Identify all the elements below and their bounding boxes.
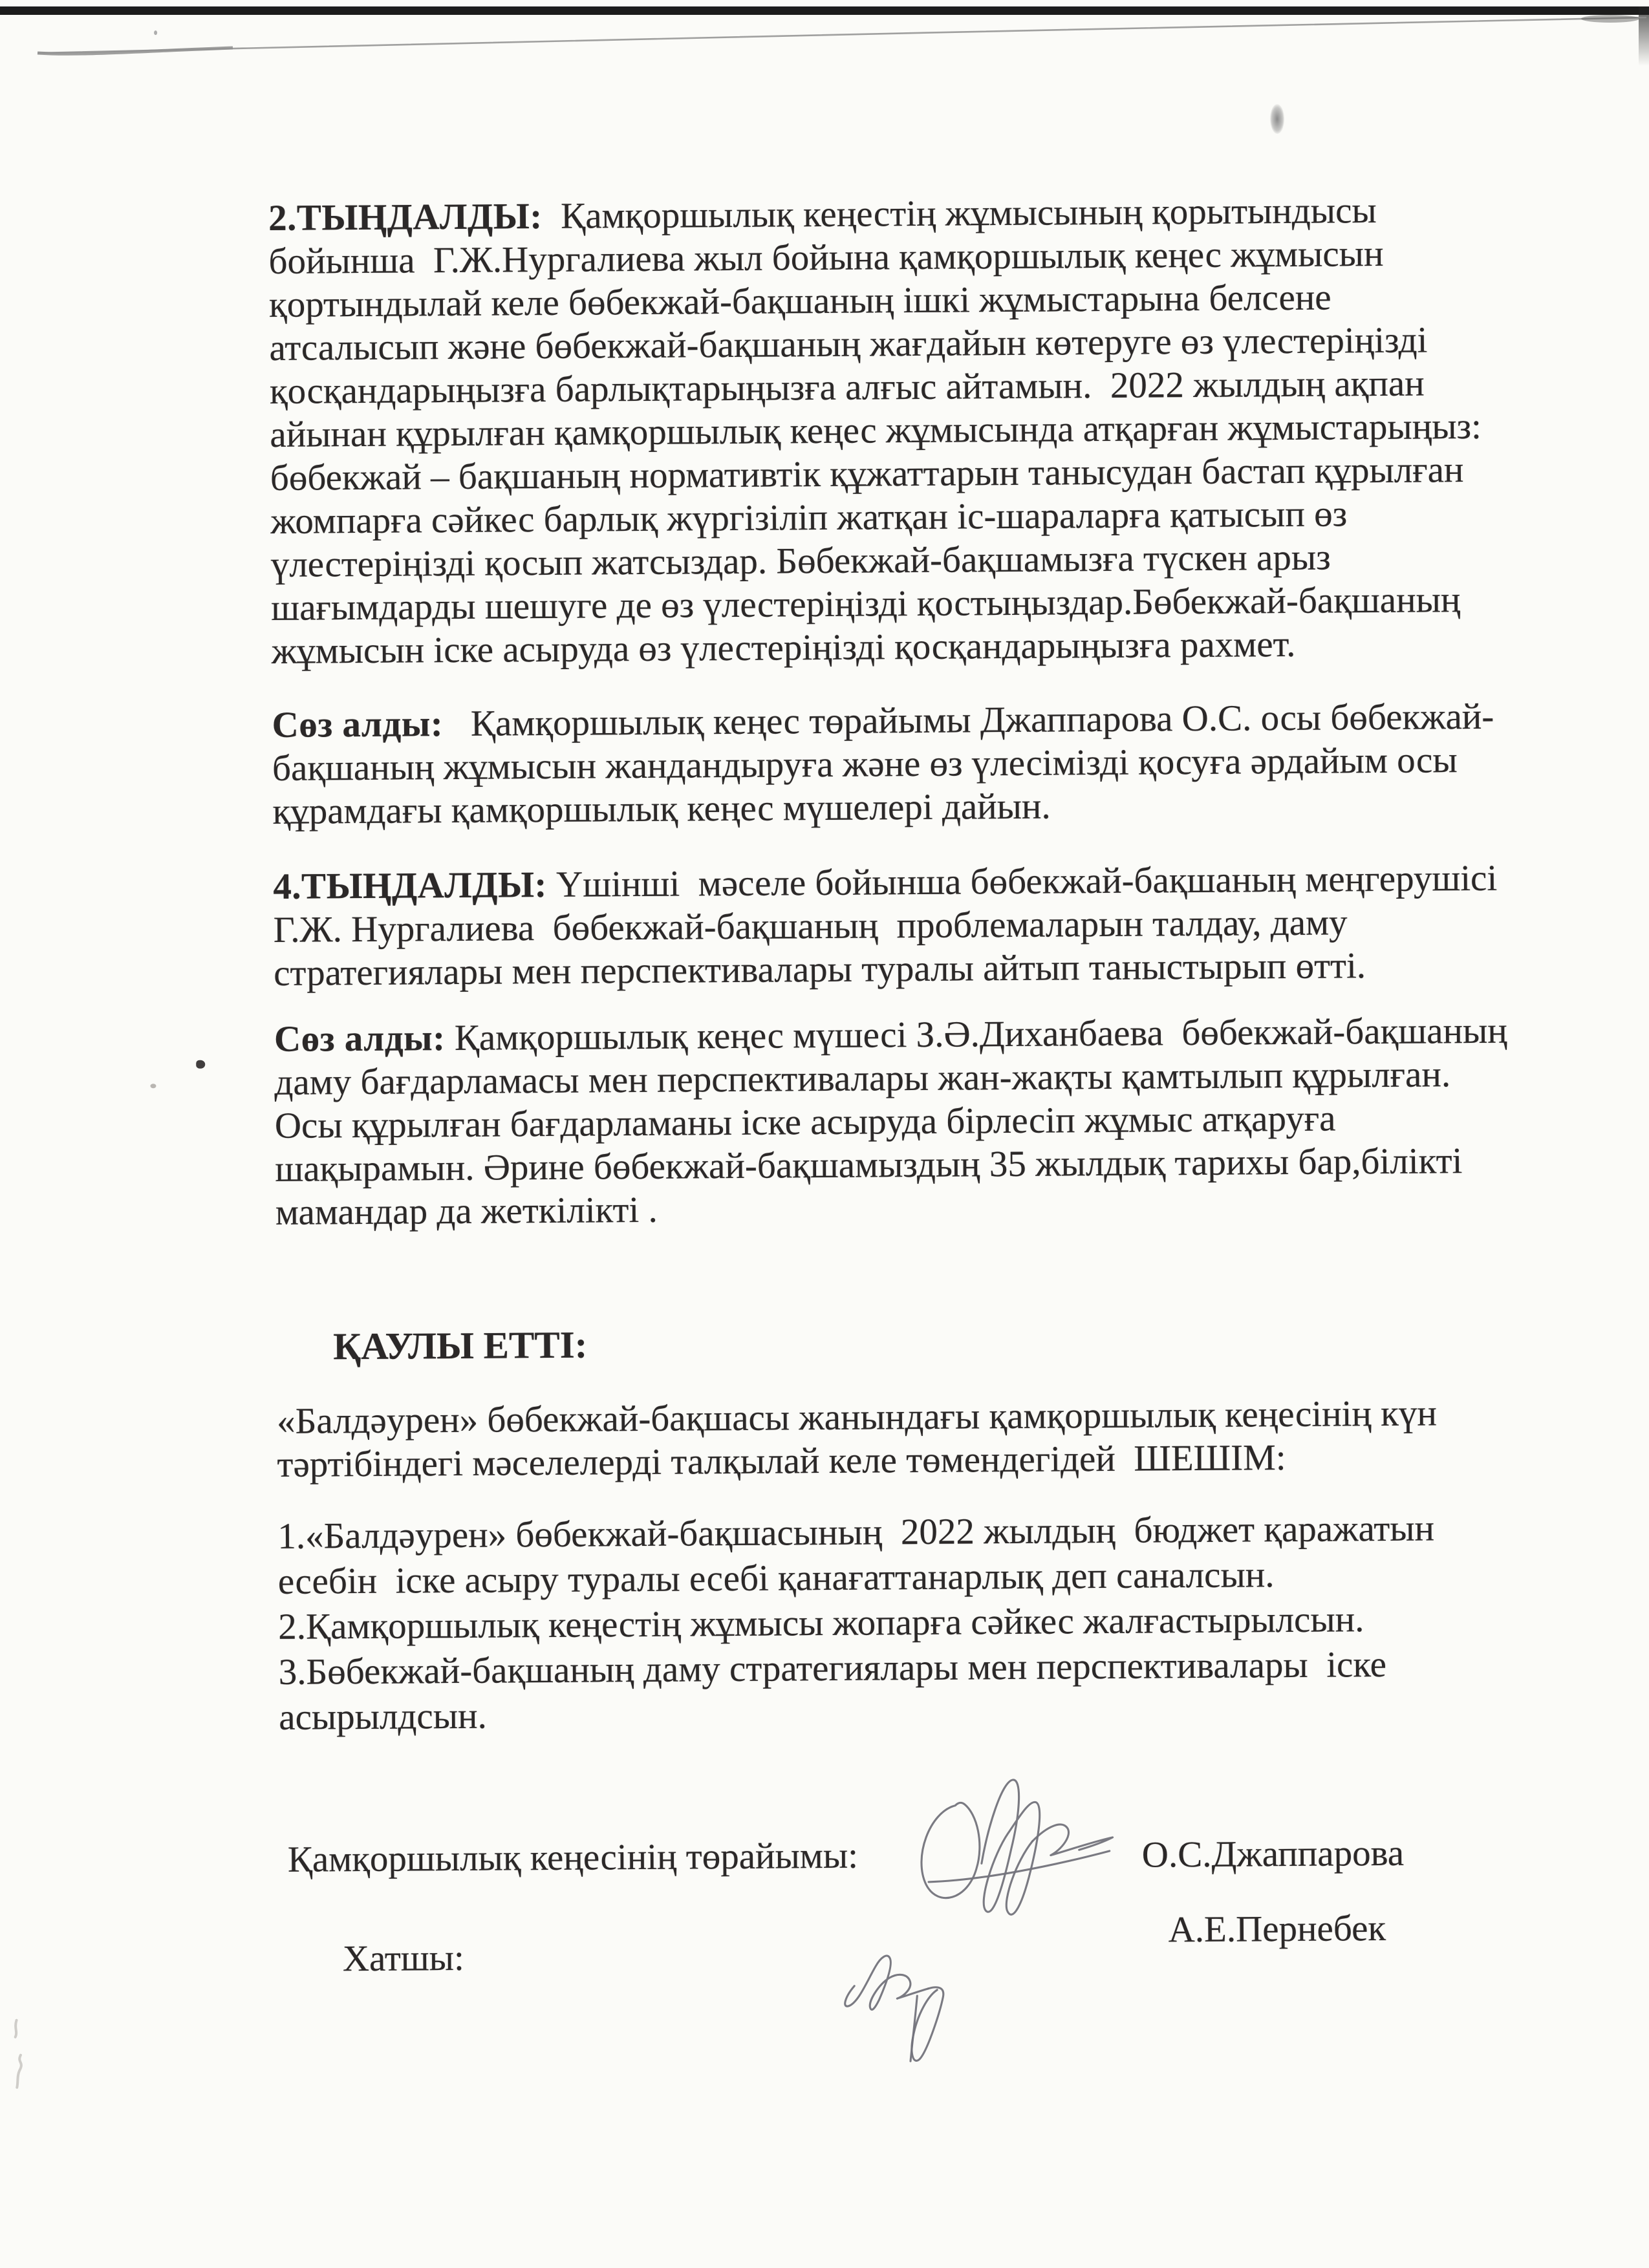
text-line-rest: Қамқоршылық кеңес төрайымы Джаппарова О.С. осы бөбекжай- (442, 696, 1494, 745)
text-line: бөбекжай – бақшаның нормативтік құжаттарын танысудан бастап құрылған (270, 449, 1464, 498)
list-item-line: 1.«Балдәурен» бөбекжай-бақшасының 2022 жылдың бюджет қаражатын (277, 1508, 1435, 1557)
ink-speck (150, 1084, 156, 1088)
text-line: Осы құрылған бағдарламаны іске асыруда бірлесіп жұмыс атқаруға (274, 1098, 1336, 1146)
secretary-name: А.Е.Пернебек (1168, 1907, 1386, 1951)
paragraph-soz-aldy-2 (274, 1009, 1562, 1234)
text-line: жұмысын іске асыруда өз үлестеріңізді қосқандарыңызға рахмет. (271, 623, 1296, 672)
text-line: шақырамын. Әрине бөбекжай-бақшамыздың 35 жылдық тарихы бар,білікті (275, 1140, 1463, 1190)
text-line: шағымдарды шешуге де өз үлестеріңізді қостыңыздар.Бөбекжай-бақшаның (271, 579, 1461, 628)
text-line: қосқандарыңызға барлықтарыңызға алғыс айтамын. 2022 жылдың ақпан (269, 363, 1425, 412)
list-item-line: 2.Қамқоршылық кеңестің жұмысы жопарға сәйкес жалғастырылсын. (278, 1599, 1364, 1647)
paragraph-2-tyndaldy (268, 187, 1558, 673)
pencil-mark (7, 2015, 47, 2099)
list-item-line: 3.Бөбекжай-бақшаның даму стратегиялары мен перспективалары іске (278, 1643, 1387, 1693)
text-line: стратегиялары мен перспективалары туралы айтып таныстырып өтті. (274, 945, 1366, 994)
chair-signature (905, 1771, 1129, 1939)
text-line: тәртібіндегі мәселелерді талқылай келе төмендегідей ШЕШІМ: (277, 1437, 1286, 1485)
paragraph-soz-aldy-1 (272, 694, 1559, 833)
decision-preamble (277, 1391, 1564, 1486)
chair-label: Қамқоршылық кеңесінің төрайымы: (287, 1835, 859, 1880)
ink-speck (154, 30, 157, 35)
list-item-line: есебін іске асыру туралы есебі қанағаттанарлық деп саналсын. (277, 1554, 1275, 1602)
ink-speck (196, 1060, 205, 1069)
text-line: құрамдағы қамқоршылық кеңес мүшелері дайын. (272, 786, 1051, 832)
text-line: бақшаның жұмысын жандандыруға және өз үлесімізді қосуға әрдайым осы (272, 740, 1458, 789)
text-line-rest: Қамқоршылық кеңестің жұмысының қорытындысы (542, 190, 1377, 237)
paragraph-lead-bold: 4.ТЫҢДАЛДЫ: (273, 864, 548, 907)
list-item-line: асырылдсын. (279, 1695, 487, 1738)
ink-smudge (1270, 104, 1284, 134)
secretary-label: Хатшы: (342, 1937, 465, 1980)
text-line-rest: Үшінші мәселе бойынша бөбекжай-бақшаның меңгерушісі (546, 857, 1498, 905)
paragraph-lead-bold: 2.ТЫҢДАЛДЫ: (268, 196, 543, 239)
text-line: қортындылай келе бөбекжай-бақшаның ішкі жұмыстарына белсене (268, 277, 1331, 325)
text-line: даму бағдарламасы мен перспективалары жан-жақты қамтылып құрылған. (274, 1054, 1451, 1103)
text-line: Г.Ж. Нургалиева бөбекжай-бақшаның проблемаларын талдау, даму (273, 902, 1348, 950)
text-line-rest: Қамқоршылық кеңес мүшесі З.Ә.Диханбаева бөбекжай-бақшаның (445, 1010, 1507, 1059)
text-line: бойынша Г.Ж.Нургалиева жыл бойына қамқоршылық кеңес жұмысын (268, 233, 1384, 282)
text-line: «Балдәурен» бөбекжай-бақшасы жанындағы қамқоршылық кеңесінің күн (276, 1393, 1438, 1442)
secretary-signature (839, 1928, 1002, 2078)
text-line (273, 856, 1560, 908)
chair-name: О.С.Джаппарова (1141, 1832, 1405, 1876)
text-line: үлестеріңізді қосып жатсыздар. Бөбекжай-бақшамызға түскен арыз (270, 537, 1331, 585)
paragraph-lead-bold: Сөз алды: (272, 703, 444, 745)
decision-heading: ҚАУЛЫ ЕТТІ: (333, 1323, 588, 1368)
paragraph-4-tyndaldy (273, 856, 1560, 995)
text-line: жомпарға сәйкес барлық жүргізіліп жатқан іс-шараларға қатысып өз (270, 493, 1348, 542)
text-line: атсалысып және бөбекжай-бақшаның жағдайын көтеруге өз үлестеріңізді (269, 319, 1428, 369)
paragraph-lead-bold: Сөз алды: (274, 1018, 446, 1060)
text-line: айынан құрылған қамқоршылық кеңес жұмысында атқарған жұмыстарыңыз: (270, 405, 1482, 455)
text-line: мамандар да жеткілікті . (275, 1189, 658, 1233)
decision-list (277, 1505, 1566, 1740)
